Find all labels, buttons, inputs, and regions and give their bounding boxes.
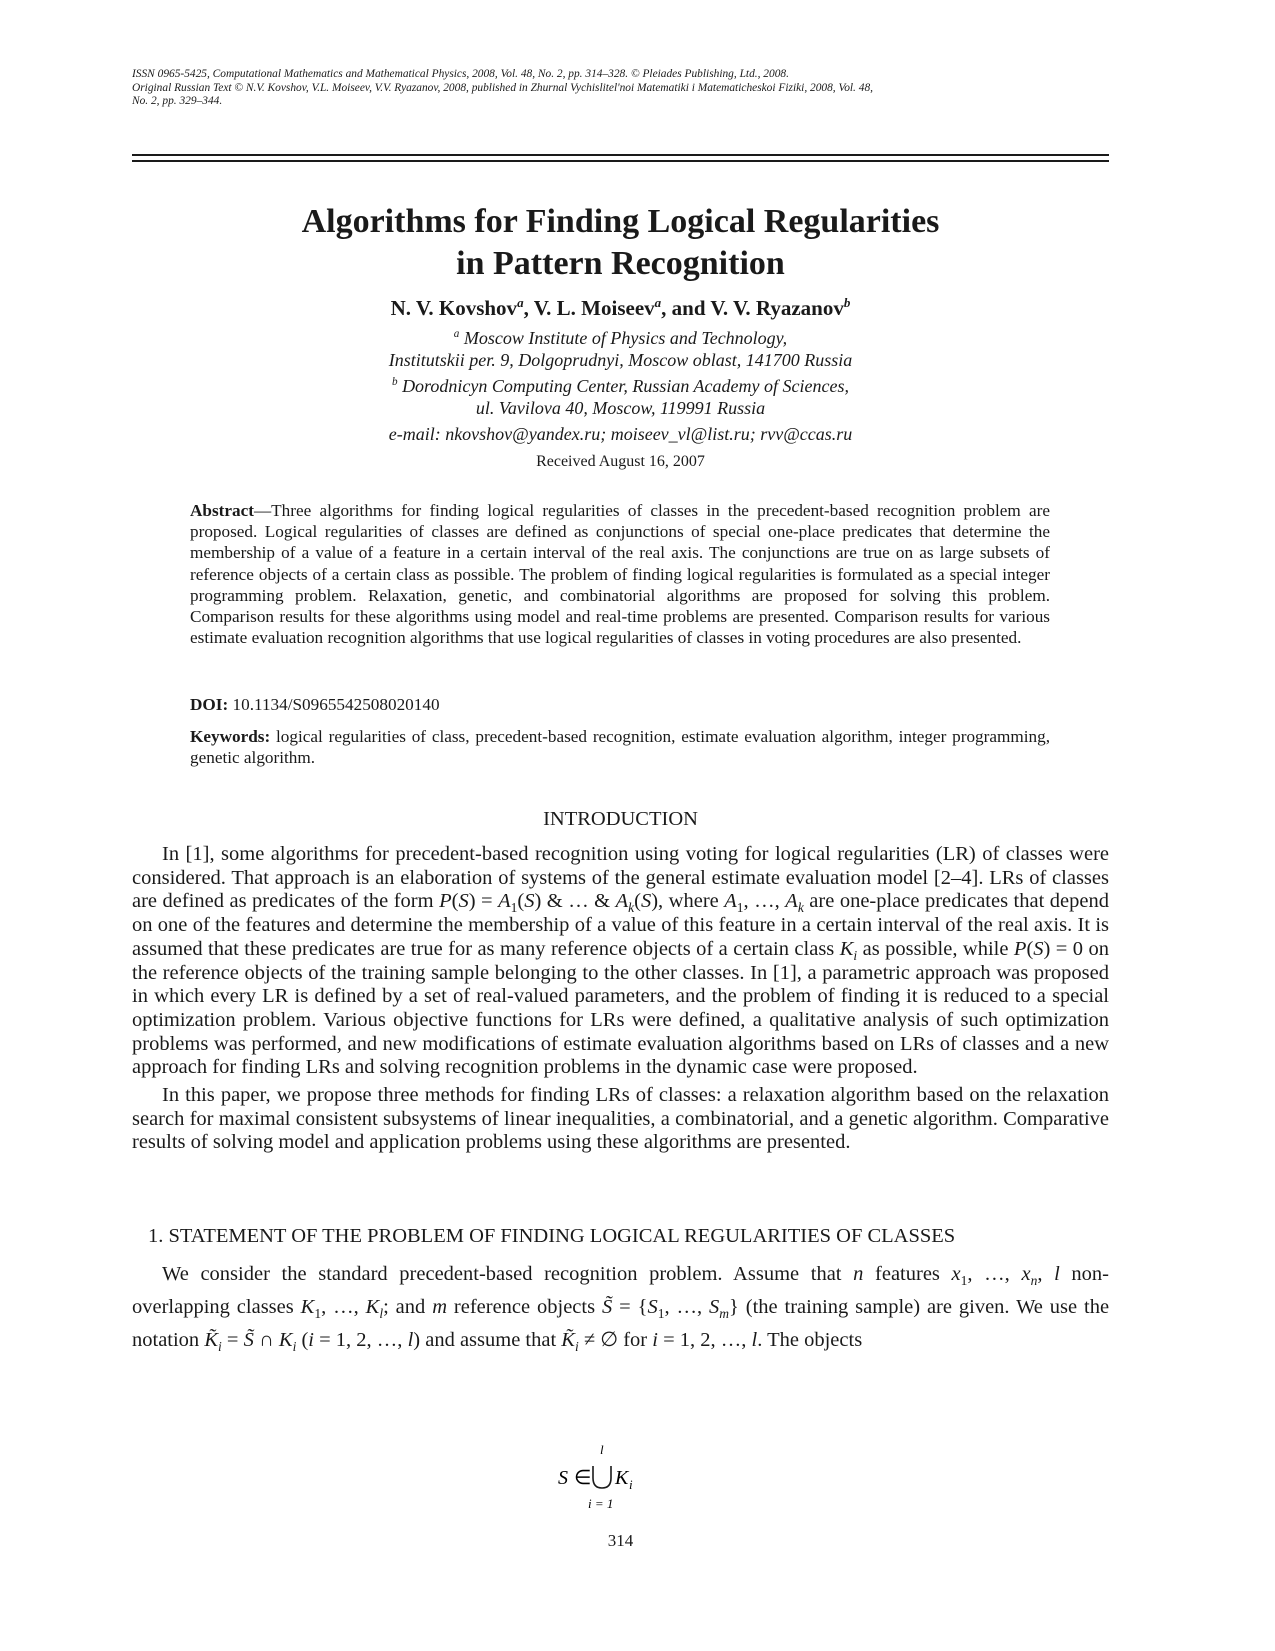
page-number: 314 <box>607 1531 634 1550</box>
doi-label: DOI: <box>190 695 229 714</box>
intro-heading: INTRODUCTION <box>543 808 698 830</box>
journal-header-line2: Original Russian Text © N.V. Kovshov, V.L. Moiseev, V.V. Ryazanov, 2008, published in Zhurnal Vychislitel'noi Matematiki i Matematicheskoi Fiziki, 2008, Vol. 48, <box>132 81 873 94</box>
affiliation-b <box>132 375 1109 419</box>
authors <box>132 295 1109 321</box>
big-union-symbol <box>593 1466 611 1488</box>
author-ryazanov: V. V. Ryazanov <box>710 296 844 320</box>
author-sep: , and <box>661 296 711 320</box>
title-line1: Algorithms for Finding Logical Regularities <box>301 203 940 240</box>
section1-paragraph: We consider the standard precedent-based recognition problem. Assume that n features $x_1$, …, $x_n$, l non-overlapping classes $K_1$, …, $K_l$; and m reference objects S̃ = {$S_1$, …, $S_m$} (the training sample) are given. We use the notation $K̃_i$ = S̃ ∩ $K_i$ (i = 1, 2, …, l) and assume that $K̃_i$ ≠ ∅ for i = 1, 2, …, l. The objects <box>132 1263 1110 1355</box>
union-lower-limit: i = 1 <box>588 1496 614 1511</box>
union-equation-svg <box>560 1440 700 1520</box>
affiliation-b-line2: ul. Vavilova 40, Moscow, 119991 Russia <box>475 398 766 418</box>
union-upper-limit: l <box>600 1442 604 1457</box>
element-of-symbol: ∈ <box>574 1467 592 1489</box>
journal-header-line3: No. 2, pp. 329–344. <box>132 95 223 107</box>
author-ryazanov-affil: b <box>843 295 851 310</box>
intro-body <box>132 843 1109 1155</box>
affiliation-a-line2: Institutskii per. 9, Dolgoprudnyi, Moscow oblast, 141700 Russia <box>388 350 853 370</box>
title-line2: in Pattern Recognition <box>456 245 785 282</box>
header-rule-bottom <box>132 160 1109 162</box>
intro-paragraph-1: In [1], some algorithms for precedent-based recognition using voting for logical regularities (LR) of classes were considered. That approach is an elaboration of systems of the general estimate evaluation model [2–4]. LRs of classes are defined as predicates of the form $P(S) = A_1(S)$ & … & $A_k(S)$, where $A_1$, …, $A_k$ are one-place predicates that depend on one of the features and determine the membership of a value of this feature in a certain interval of the real axis. It is assumed that these predicates are true for as many reference objects of a certain class $K_i$ as possible, while P(S) = 0 on the reference objects of the training sample belonging to the other classes. In [1], a parametric approach was proposed in which every LR is defined by a set of real-valued parameters, and the problem of finding it is reduced to a special optimization problem. Various objective functions for LRs were defined, a qualitative analysis of such optimization problems was performed, and new modifications of estimate evaluation algorithms based on LRs of classes and a new approach for finding LRs and solving recognition problems in the dynamic case were proposed. <box>132 843 1110 1079</box>
author-sep: , <box>523 296 534 320</box>
email-line: e-mail: nkovshov@yandex.ru; moiseev_vl@list.ru; rvv@ccas.ru <box>388 424 853 444</box>
union-operand: K <box>615 1467 629 1489</box>
doi-value: 10.1134/S0965542508020140 <box>228 695 440 714</box>
doi <box>190 694 1050 715</box>
abstract-text: —Three algorithms for finding logical regularities of classes in the precedent-based recognition problem are proposed. Logical regularities of classes are defined as conjunctions of special one-place predicates that determine the membership of a value of a feature in a certain interval of the real axis. The conjunctions are true on as large subsets of reference objects of a certain class as possible. The problem of finding logical regularities is formulated as a special integer programming problem. Relaxation, genetic, and combinatorial algorithms are proposed for solving this problem. Comparison results for these algorithms using model and real-time problems are presented. Comparison results for various estimate evaluation recognition algorithms that use logical regularities of classes in voting procedures are also presented. <box>190 501 1050 648</box>
keywords <box>190 726 1050 768</box>
affiliation-a <box>132 327 1109 371</box>
keywords-label: Keywords: <box>190 727 271 746</box>
author-kovshov-affil: a <box>517 295 524 310</box>
affiliation-a-mark: a <box>453 328 460 340</box>
journal-header <box>132 68 1107 109</box>
union-lhs: S <box>558 1467 568 1489</box>
affiliation-b-line1: Dorodnicyn Computing Center, Russian Academy of Sciences, <box>397 376 849 396</box>
journal-header-line1: ISSN 0965-5425, Computational Mathematics and Mathematical Physics, 2008, Vol. 48, No. 2, pp. 314–328. © Pleiades Publishing, Ltd., 2008. <box>132 68 789 80</box>
abstract-label: Abstract <box>190 501 254 520</box>
section1-body <box>132 1258 1109 1357</box>
affiliation-a-line1: Moscow Institute of Physics and Technology, <box>459 328 788 348</box>
paper-title <box>132 201 1109 285</box>
author-kovshov: N. V. Kovshov <box>390 296 518 320</box>
author-moiseev-affil: a <box>654 295 662 310</box>
affiliation-b-mark: b <box>391 376 398 388</box>
abstract <box>190 500 1050 648</box>
section1-heading: 1. STATEMENT OF THE PROBLEM OF FINDING LOGICAL REGULARITIES OF CLASSES <box>148 1225 956 1247</box>
union-operand-index: i <box>629 1477 633 1492</box>
received-date: Received August 16, 2007 <box>536 453 705 470</box>
intro-paragraph-2: In this paper, we propose three methods for finding LRs of classes: a relaxation algorithm based on the relaxation search for maximal consistent subsystems of linear inequalities, a combinatorial, and a genetic algorithm. Comparative results of solving model and application problems using these algorithms are presented. <box>132 1084 1109 1154</box>
header-rule-top <box>132 154 1109 156</box>
keywords-value: logical regularities of class, precedent-based recognition, estimate evaluation algorithm, integer programming, genetic algorithm. <box>190 727 1050 768</box>
author-moiseev: V. L. Moiseev <box>533 296 655 320</box>
union-equation <box>560 1440 700 1520</box>
